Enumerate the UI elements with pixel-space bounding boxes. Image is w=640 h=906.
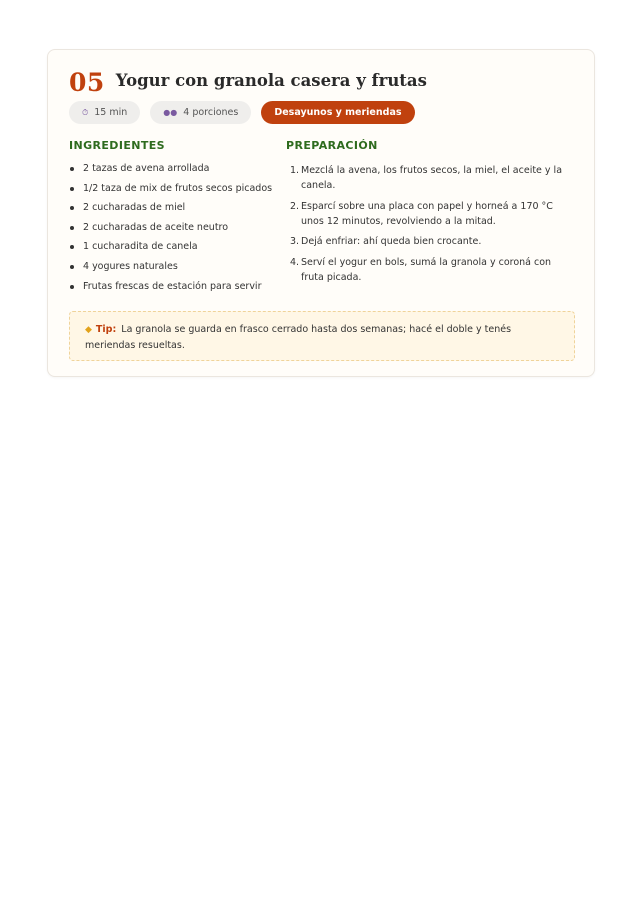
step-item	[286, 199, 576, 229]
ingredients-list	[69, 163, 279, 300]
ingredient-item: 1 cucharadita de canela	[69, 241, 279, 253]
time-value: 15 min	[94, 107, 128, 118]
recipe-title: Yogur con granola casera y frutas	[115, 71, 427, 90]
step-number: 2.	[290, 200, 300, 212]
time-chip	[69, 101, 140, 124]
servings-value: 4 porciones	[183, 107, 239, 118]
recipe-card	[47, 49, 595, 377]
timer-icon: ⏱	[82, 107, 89, 117]
recipe-meta	[69, 101, 415, 124]
step-text: Mezclá la avena, los frutos secos, la miel, el aceite y la canela.	[301, 165, 563, 191]
ingredient-item: 2 cucharadas de miel	[69, 202, 279, 214]
tip-box	[69, 311, 575, 361]
recipe-header	[69, 70, 427, 95]
preparation-heading: PREPARACIÓN	[286, 139, 378, 152]
step-number: 4.	[290, 256, 300, 268]
step-text: Dejá enfriar: ahí queda bien crocante.	[301, 236, 482, 247]
preparation-steps	[286, 163, 576, 290]
tip-label: Tip:	[95, 324, 117, 335]
ingredient-item: 4 yogures naturales	[69, 261, 279, 273]
people-icon: ●●	[163, 108, 178, 117]
ingredient-item: 2 tazas de avena arrollada	[69, 163, 279, 175]
ingredient-item: 2 cucharadas de aceite neutro	[69, 222, 279, 234]
servings-chip	[150, 101, 251, 124]
ingredient-item: Frutas frescas de estación para servir	[69, 281, 279, 293]
category-badge: Desayunos y meriendas	[261, 101, 414, 124]
step-item	[286, 234, 576, 249]
step-text: Serví el yogur en bols, sumá la granola y coroná con fruta picada.	[301, 256, 552, 283]
step-item	[286, 163, 576, 193]
lightbulb-icon: ◆	[85, 325, 92, 335]
tip-text: La granola se guarda en frasco cerrado hasta dos semanas; hacé el doble y tenés meriendas resueltas.	[85, 324, 512, 351]
step-number: 3.	[290, 236, 300, 247]
ingredient-item: 1/2 taza de mix de frutos secos picados	[69, 183, 279, 195]
step-text: Esparcí sobre una placa con papel y horneá a 170 °C unos 12 minutos, revolviendo a la mitad.	[301, 200, 553, 227]
ingredients-heading: INGREDIENTES	[69, 139, 165, 152]
step-item	[286, 255, 576, 285]
recipe-number: 05	[69, 68, 105, 97]
step-number: 1.	[290, 165, 300, 176]
